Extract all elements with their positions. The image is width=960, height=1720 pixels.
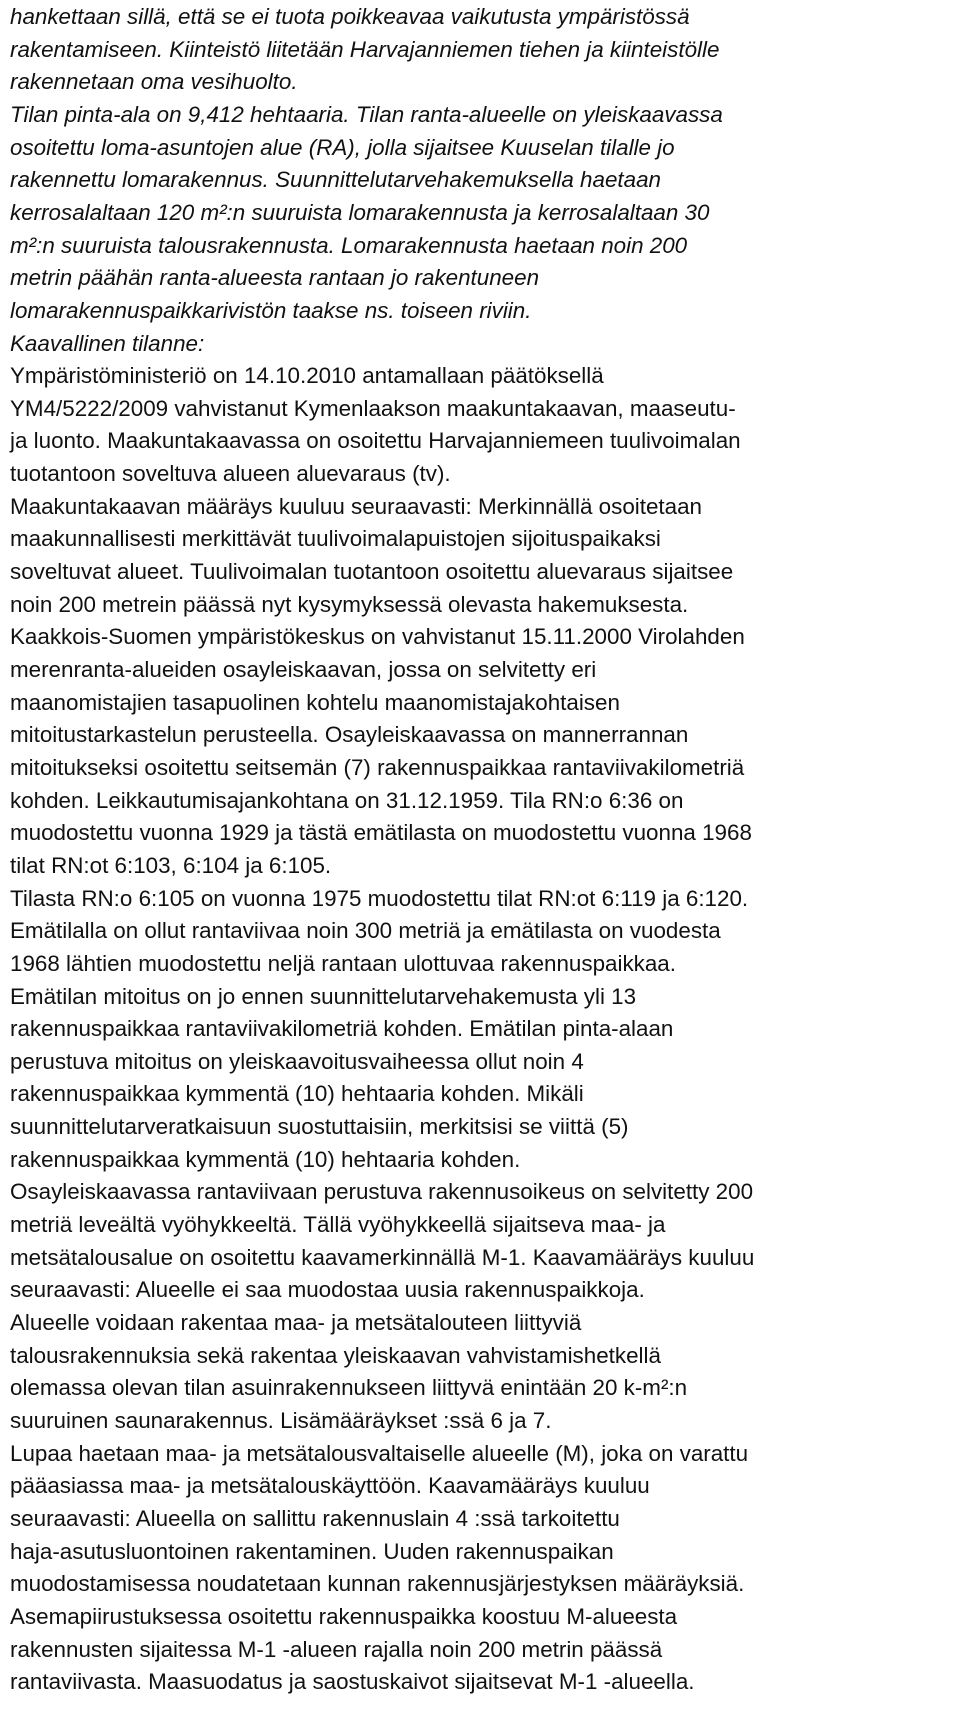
text-line	[10, 1176, 753, 1208]
text-segment: Asemapiirustuksessa osoitettu rakennuspaikka koostuu M-alueesta	[10, 1603, 678, 1629]
text-line	[10, 1274, 645, 1306]
text-segment: kerrosalaltaan 120 m²:n suuruista lomarakennusta ja kerrosalaltaan 30	[10, 199, 710, 225]
text-line	[10, 425, 741, 457]
text-segment: talousrakennuksia sekä rakentaa yleiskaavan vahvistamishetkellä	[10, 1342, 661, 1368]
text-line	[10, 393, 736, 425]
text-segment: rakennettu lomarakennus. Suunnittelutarvehakemuksella haetaan	[10, 167, 661, 193]
text-line	[10, 360, 604, 392]
text-segment: mitoitustarkastelun perusteella. Osayleiskaavassa on mannerrannan	[10, 722, 689, 748]
text-segment: olemassa olevan tilan asuinrakennukseen liittyvä enintään 20 k-m²:n	[10, 1375, 688, 1401]
text-segment: Tilasta RN:o 6:105 on vuonna 1975 muodostettu tilat RN:ot 6:119 ja 6:120.	[10, 885, 749, 911]
text-line	[10, 1503, 620, 1535]
text-segment: tuotantoon soveltuva alueen aluevaraus (tv).	[10, 461, 451, 487]
text-line	[10, 1046, 584, 1078]
text-segment: rakennuspaikkaa kymmentä (10) hehtaaria kohden.	[10, 1146, 521, 1172]
text-line	[10, 230, 687, 262]
text-segment: rakennetaan oma vesihuolto.	[10, 69, 298, 95]
text-segment: seuraavasti: Alueelle ei saa muodostaa uusia rakennuspaikkoja.	[10, 1277, 645, 1303]
text-line	[10, 295, 531, 327]
text-segment: tilat RN:ot 6:103, 6:104 ja 6:105.	[10, 852, 332, 878]
text-segment: Ympäristöministeriö on 14.10.2010 antamallaan päätöksellä	[10, 363, 604, 389]
text-line	[10, 883, 748, 915]
text-line	[10, 1666, 695, 1698]
text-segment: maanomistajien tasapuolinen kohtelu maanomistajakohtaisen	[10, 689, 620, 715]
text-line	[10, 1470, 650, 1502]
text-segment: maakunnallisesti merkittävät tuulivoimalapuistojen sijoituspaikaksi	[10, 526, 661, 552]
text-segment: :ssä tarkoitettu	[474, 1505, 620, 1531]
text-line	[10, 915, 721, 947]
text-line	[10, 99, 723, 131]
text-segment: rakennusten sijaitessa M-1 -alueen rajalla noin 200 metrin päässä	[10, 1636, 663, 1662]
text-segment: rakentamiseen. Kiinteistö liitetään Harvajanniemen tiehen ja kiinteistölle	[10, 36, 720, 62]
text-line	[10, 328, 204, 360]
text-segment: hankettaan sillä, että se ei tuota poikkeavaa vaikutusta ympäristössä	[10, 4, 690, 29]
text-line	[10, 1111, 629, 1143]
text-segment: YM4/5222/2009 vahvistanut Kymenlaakson maakuntakaavan, maaseutu-	[10, 395, 736, 421]
text-segment: muodostamisessa noudatetaan kunnan rakennusjärjestyksen määräyksiä.	[10, 1571, 745, 1597]
text-segment: rakennuspaikkaa rantaviivakilometriä kohden. Emätilan pinta-alaan	[10, 1016, 674, 1042]
text-line	[10, 491, 702, 523]
text-line	[10, 1601, 677, 1633]
text-line	[10, 556, 733, 588]
text-line	[10, 132, 675, 164]
text-line	[10, 1536, 614, 1568]
text-segment: suunnittelutarveratkaisuun suostuttaisiin, merkitsisi se viittä (5)	[10, 1114, 629, 1140]
text-line	[10, 1634, 662, 1666]
text-line	[10, 1405, 551, 1437]
text-segment: 1968 lähtien muodostettu neljä rantaan ulottuvaa rakennuspaikkaa.	[10, 950, 676, 976]
text-segment: haja-asutusluontoinen rakentaminen. Uuden rakennuspaikan	[10, 1538, 614, 1564]
text-segment: rantaviivasta. Maasuodatus ja saostuskaivot sijaitsevat M-1 -alueella.	[10, 1669, 695, 1695]
text-segment: soveltuvat alueet. Tuulivoimalan tuotantoon osoitettu aluevaraus sijaitsee	[10, 559, 734, 585]
text-segment: m²:n suuruista talousrakennusta. Lomarakennusta haetaan noin 200	[10, 232, 688, 258]
text-segment: suuruinen saunarakennus. Lisämääräykset	[10, 1407, 444, 1433]
text-line	[10, 1372, 687, 1404]
text-line	[10, 164, 661, 196]
text-line	[10, 621, 745, 653]
text-line	[10, 66, 298, 98]
text-segment: Alueelle voidaan rakentaa maa- ja metsätalouteen liittyviä	[10, 1310, 582, 1335]
text-line	[10, 1568, 744, 1600]
text-segment: muodostettu vuonna 1929 ja tästä emätilasta on muodostettu vuonna 1968	[10, 820, 752, 846]
text-segment: noin 200 metrein päässä nyt kysymyksessä olevasta hakemuksesta.	[10, 591, 689, 617]
text-segment: mitoitukseksi osoitettu seitsemän (7) rakennuspaikkaa rantaviivakilometriä	[10, 754, 745, 780]
text-segment: metrin päähän ranta-alueesta rantaan jo rakentuneen	[10, 265, 540, 291]
text-line	[10, 523, 661, 555]
text-line	[10, 850, 331, 882]
text-line	[10, 1438, 748, 1470]
text-segment: Lupaa haetaan maa- ja metsätalousvaltaiselle alueelle (M), joka on varattu	[10, 1440, 749, 1466]
text-line	[10, 1307, 581, 1339]
text-line	[10, 1013, 673, 1045]
text-line	[10, 687, 620, 719]
text-line	[10, 1242, 754, 1274]
text-segment: rakennuspaikkaa kymmentä (10) hehtaaria kohden. Mikäli	[10, 1081, 584, 1107]
text-line	[10, 981, 636, 1013]
text-segment: metsätalousalue on osoitettu kaavamerkinnällä M-1. Kaavamääräys kuuluu	[10, 1244, 755, 1270]
text-line	[10, 1078, 584, 1110]
text-line	[10, 589, 688, 621]
text-line	[10, 1340, 661, 1372]
text-segment: metriä leveältä vyöhykkeeltä. Tällä vyöhykkeellä sijaitseva maa- ja	[10, 1212, 666, 1238]
text-line	[10, 458, 451, 490]
text-segment: lomarakennuspaikkarivistön taakse ns. toiseen riviin.	[10, 297, 532, 323]
text-segment: Osayleiskaavassa rantaviivaan perustuva rakennusoikeus on selvitetty 200	[10, 1179, 754, 1205]
text-line	[10, 262, 539, 294]
text-line	[10, 719, 688, 751]
text-line	[10, 1209, 665, 1241]
text-segment: Kaavallinen tilanne:	[10, 330, 205, 356]
text-segment: Emätilalla on ollut rantaviivaa noin 300 metriä ja emätilasta on vuodesta	[10, 918, 721, 944]
text-line	[10, 1144, 520, 1176]
text-segment: seuraavasti: Alueella on sallittu rakennuslain 4	[10, 1505, 475, 1531]
text-line	[10, 1, 690, 33]
text-segment: :ssä 6 ja 7.	[443, 1407, 552, 1433]
text-segment: osoitettu loma-asuntojen alue (RA), jolla sijaitsee Kuuselan tilalle jo	[10, 134, 675, 160]
text-segment: ja luonto. Maakuntakaavassa on osoitettu Harvajanniemeen tuulivoimalan	[10, 428, 741, 454]
text-line	[10, 785, 683, 817]
text-segment: pääasiassa maa- ja metsätalouskäyttöön. Kaavamääräys kuuluu	[10, 1473, 650, 1499]
text-segment: Maakuntakaavan määräys kuuluu seuraavasti: Merkinnällä osoitetaan	[10, 493, 703, 519]
text-line	[10, 948, 676, 980]
text-segment: merenranta-alueiden osayleiskaavan, jossa on selvitetty eri	[10, 657, 597, 682]
text-line	[10, 34, 719, 66]
text-line	[10, 817, 752, 849]
text-line	[10, 752, 744, 784]
text-line	[10, 654, 596, 686]
text-segment: perustuva mitoitus on yleiskaavoitusvaiheessa ollut noin 4	[10, 1048, 584, 1074]
text-line	[10, 197, 709, 229]
text-segment: Kaakkois-Suomen ympäristökeskus on vahvistanut 15.11.2000 Virolahden	[10, 624, 745, 650]
text-segment: Emätilan mitoitus on jo ennen suunnittelutarvehakemusta yli 13	[10, 983, 637, 1009]
text-segment: Tilan pinta-ala on 9,412 hehtaaria. Tilan ranta-alueelle on yleiskaavassa	[10, 101, 723, 127]
text-segment: kohden. Leikkautumisajankohtana on 31.12.1959. Tila RN:o 6:36 on	[10, 787, 684, 813]
